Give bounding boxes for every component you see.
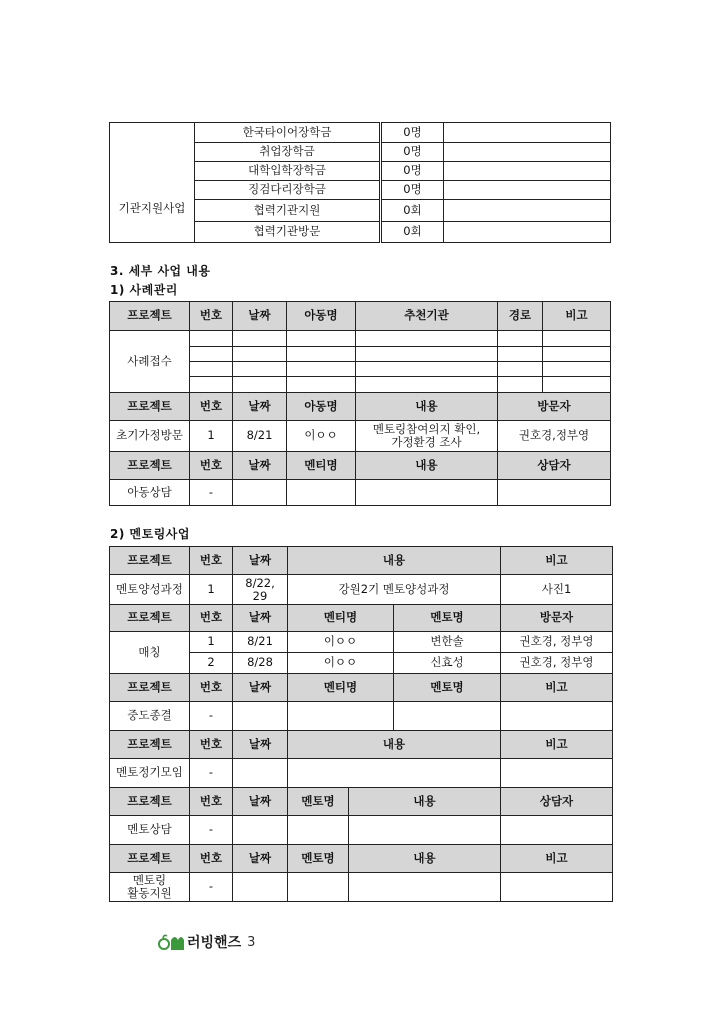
- header-cell: 상담자: [498, 452, 611, 480]
- header-cell: 멘티명: [287, 452, 356, 480]
- count-cell: 0명: [381, 123, 444, 143]
- mentee-cell: 이ㅇㅇ: [288, 653, 394, 674]
- header-cell: 멘토명: [394, 674, 501, 702]
- item-cell: 징검다리장학금: [195, 181, 381, 200]
- date-line: 8/22,: [245, 575, 275, 590]
- visitor-cell: 권호경, 정부영: [501, 632, 613, 653]
- header-cell: 내용: [349, 788, 501, 816]
- header-cell: 비고: [501, 547, 613, 575]
- project-cell: 멘토정기모임: [110, 759, 190, 788]
- date-cell: [233, 575, 288, 605]
- empty-cell: [444, 123, 611, 143]
- case-management-title: 1) 사례관리: [110, 283, 178, 297]
- no-cell: -: [190, 873, 233, 902]
- content-line: 멘토링참여의지 확인,: [372, 422, 481, 436]
- header-cell: 번호: [190, 605, 233, 632]
- empty-cell: [444, 181, 611, 200]
- empty-cell: [444, 162, 611, 181]
- item-cell: 협력기관방문: [195, 222, 381, 243]
- header-cell: 프로젝트: [110, 788, 190, 816]
- page-number: 3: [247, 934, 256, 950]
- project-cell: 아동상담: [110, 480, 190, 506]
- item-cell: 한국타이어장학금: [195, 123, 381, 143]
- intake-label: 사례접수: [110, 331, 190, 393]
- count-cell: 0명: [381, 181, 444, 200]
- project-cell: 초기가정방문: [110, 421, 190, 452]
- note-cell: 사진1: [501, 575, 613, 605]
- header-cell: 추천기관: [356, 302, 498, 331]
- header-cell: 번호: [190, 731, 233, 759]
- header-cell: 방문자: [498, 393, 611, 421]
- header-cell: 경로: [498, 302, 543, 331]
- header-cell: 프로젝트: [110, 547, 190, 575]
- header-cell: 멘티명: [288, 605, 394, 632]
- count-cell: 0명: [381, 162, 444, 181]
- project-line: 활동지원: [127, 886, 172, 900]
- content-cell: [356, 421, 498, 452]
- no-cell: 1: [190, 575, 233, 605]
- item-cell: 협력기관지원: [195, 200, 381, 222]
- header-cell: 날짜: [233, 731, 288, 759]
- mentoring-table: [109, 546, 613, 902]
- count-cell: 0회: [381, 222, 444, 243]
- project-cell: 멘토상담: [110, 816, 190, 845]
- empty-cell: [444, 222, 611, 243]
- matching-label: 매칭: [110, 632, 190, 674]
- item-cell: 대학입학장학금: [195, 162, 381, 181]
- header-cell: 번호: [190, 674, 233, 702]
- header-cell: 프로젝트: [110, 452, 190, 480]
- header-cell: 번호: [190, 845, 233, 873]
- no-cell: 1: [190, 421, 233, 452]
- header-cell: 비고: [501, 731, 613, 759]
- brand-name: 러빙핸즈: [187, 935, 242, 951]
- header-cell: 아동명: [287, 393, 356, 421]
- empty-cell: [444, 200, 611, 222]
- case-management-table: [109, 301, 611, 506]
- header-cell: 프로젝트: [110, 605, 190, 632]
- count-cell: 0회: [381, 200, 444, 222]
- section3-title: 3. 세부 사업 내용: [110, 264, 211, 278]
- content-cell: 강원2기 멘토양성과정: [288, 575, 501, 605]
- header-cell: 내용: [349, 845, 501, 873]
- no-cell: 2: [190, 653, 233, 674]
- header-cell: 방문자: [501, 605, 613, 632]
- child-cell: 이ㅇㅇ: [287, 421, 356, 452]
- header-cell: 내용: [356, 452, 498, 480]
- no-cell: -: [190, 480, 233, 506]
- visitor-cell: 권호경, 정부영: [501, 653, 613, 674]
- no-cell: 1: [190, 632, 233, 653]
- header-cell: 날짜: [233, 605, 288, 632]
- item-cell: 취업장학금: [195, 143, 381, 162]
- header-cell: 멘토명: [288, 788, 349, 816]
- header-cell: 프로젝트: [110, 845, 190, 873]
- header-cell: 번호: [190, 393, 233, 421]
- header-cell: 날짜: [233, 452, 287, 480]
- header-cell: 멘토명: [288, 845, 349, 873]
- hands-logo-icon: [157, 932, 185, 952]
- header-cell: 날짜: [233, 788, 288, 816]
- content-line: 가정환경 조사: [391, 435, 462, 449]
- header-cell: 멘토명: [394, 605, 501, 632]
- project-cell: [110, 873, 190, 902]
- header-cell: 비고: [501, 674, 613, 702]
- date-cell: 8/21: [233, 632, 288, 653]
- header-cell: 날짜: [233, 302, 287, 331]
- no-cell: -: [190, 759, 233, 788]
- date-cell: 8/21: [233, 421, 287, 452]
- no-cell: -: [190, 816, 233, 845]
- header-cell: 프로젝트: [110, 674, 190, 702]
- header-cell: 날짜: [233, 674, 288, 702]
- project-cell: 중도종결: [110, 702, 190, 731]
- header-cell: 멘티명: [288, 674, 394, 702]
- header-cell: 아동명: [287, 302, 356, 331]
- date-cell: 8/28: [233, 653, 288, 674]
- mentee-cell: 이ㅇㅇ: [288, 632, 394, 653]
- scholarship-table: [109, 122, 611, 243]
- header-cell: 번호: [190, 302, 233, 331]
- header-cell: 프로젝트: [110, 393, 190, 421]
- footer-logo: [157, 932, 255, 952]
- header-cell: 번호: [190, 452, 233, 480]
- header-cell: 번호: [190, 547, 233, 575]
- mentoring-title: 2) 멘토링사업: [110, 527, 190, 541]
- mentor-cell: 변한솔: [394, 632, 501, 653]
- header-cell: 번호: [190, 788, 233, 816]
- header-cell: 날짜: [233, 845, 288, 873]
- header-cell: 비고: [543, 302, 611, 331]
- header-cell: 내용: [288, 547, 501, 575]
- mentor-cell: 신효성: [394, 653, 501, 674]
- header-cell: 날짜: [233, 393, 287, 421]
- header-cell: 프로젝트: [110, 731, 190, 759]
- header-cell: 프로젝트: [110, 302, 190, 331]
- header-cell: 내용: [356, 393, 498, 421]
- header-cell: 상담자: [501, 788, 613, 816]
- project-line: 멘토링: [132, 873, 167, 887]
- empty-cell: [444, 143, 611, 162]
- header-cell: 날짜: [233, 547, 288, 575]
- date-line: 29: [252, 588, 268, 603]
- visitor-cell: 권호경,정부영: [498, 421, 611, 452]
- group-label-cell: [110, 123, 195, 243]
- header-cell: 내용: [288, 731, 501, 759]
- group-label: 기관지원사업: [118, 200, 186, 215]
- count-cell: 0명: [381, 143, 444, 162]
- project-cell: 멘토양성과정: [110, 575, 190, 605]
- no-cell: -: [190, 702, 233, 731]
- header-cell: 비고: [501, 845, 613, 873]
